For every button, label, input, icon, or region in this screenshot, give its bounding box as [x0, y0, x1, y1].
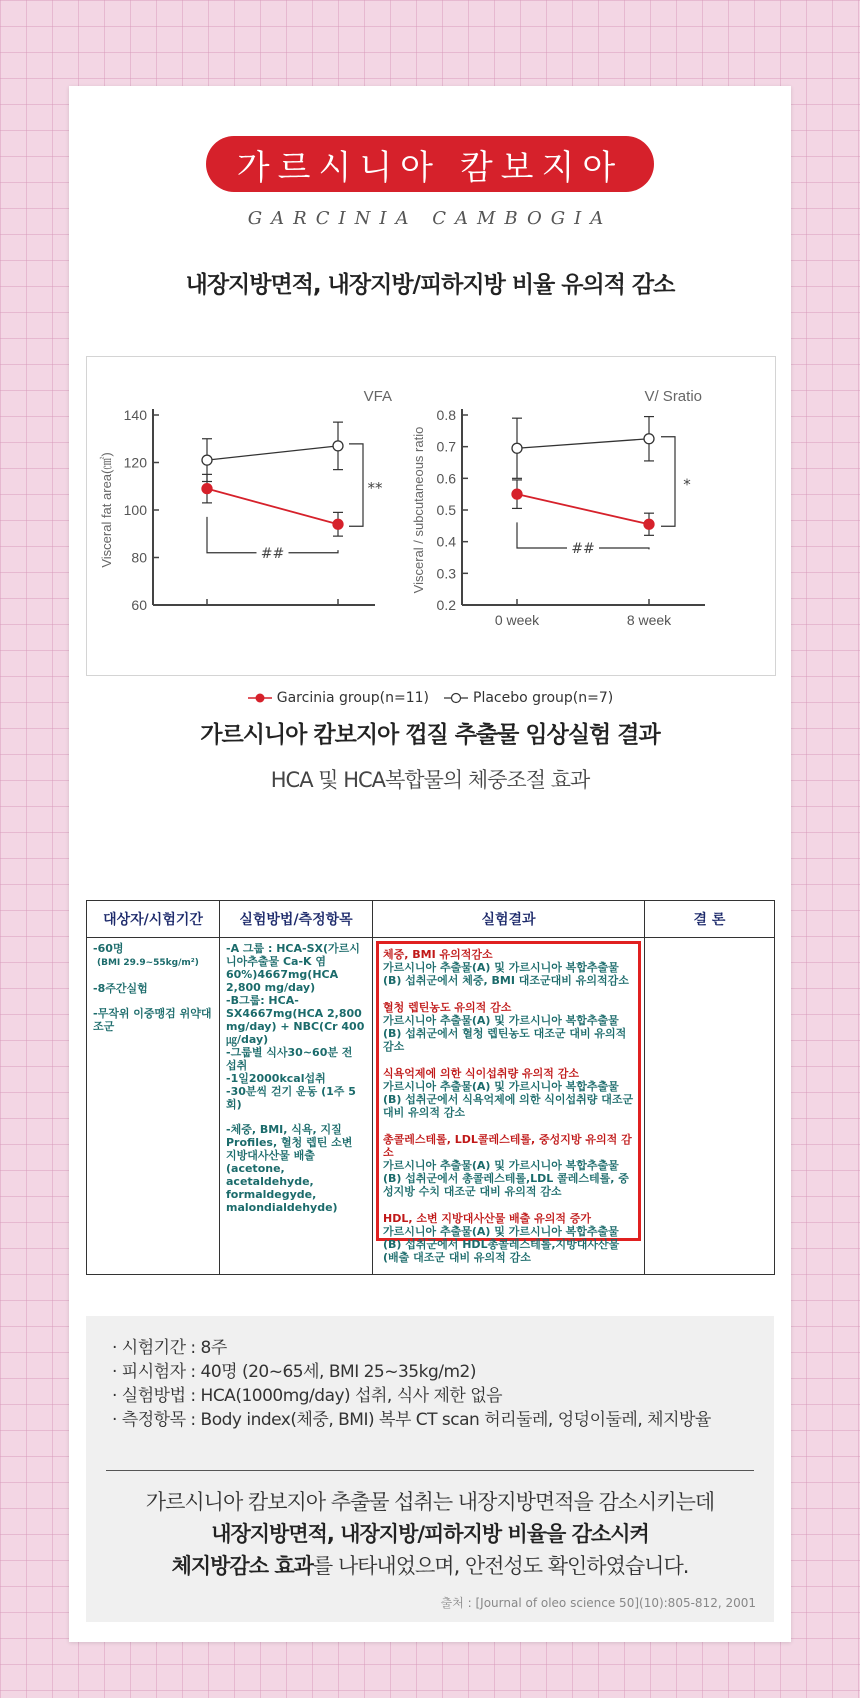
table-header-row [87, 901, 775, 938]
english-subtitle: GARCINIA CAMBOGIA [247, 208, 613, 229]
placebo-point [512, 443, 522, 453]
header-results: 실험결과 [373, 901, 645, 938]
chart-title: V/ Sratio [644, 388, 702, 405]
legend-garcinia-marker [247, 692, 273, 704]
result-item [383, 1001, 634, 1053]
result-body: 가르시니아 추출물(A) 및 가르시니아 복합추출물(B) 섭취군에서 식욕억제에 의한 식이섭취량 대조군 대비 유의적 감소 [383, 1080, 634, 1119]
results-table [86, 900, 775, 1275]
y-tick-label: 120 [123, 454, 147, 471]
y-tick-label: 60 [131, 597, 147, 613]
subjects-count: -60명 [93, 942, 124, 955]
info-method: · 실험방법 : HCA(1000mg/day) 섭취, 식사 제한 없음 [112, 1386, 503, 1406]
info-measures: · 측정항목 : Body index(체중, BMI) 복부 CT scan 허리둘레, 엉덩이둘레, 체지방율 [112, 1410, 711, 1430]
chart-legend [69, 690, 791, 706]
placebo-point [333, 441, 343, 451]
method-cell [220, 938, 373, 1275]
significance-mark: ** [367, 479, 383, 498]
trial-info-list [86, 1316, 774, 1432]
y-tick-label: 140 [123, 407, 147, 423]
garcinia-point [512, 489, 522, 499]
legend-garcinia-label: Garcinia group(n=11) [276, 690, 430, 706]
content-card [69, 86, 791, 1642]
y-tick-label: 80 [131, 549, 147, 566]
method-group-a: -A 그룹 : HCA-SX(가르시니아추출물 Ca-K 염 60%)4667mg(HCA 2,800 mg/day) [226, 942, 360, 994]
legend-placebo-marker [443, 692, 469, 704]
result-item [383, 1133, 634, 1198]
subjects-bmi: (BMI 29.9~55kg/m²) [97, 958, 199, 968]
title-banner [206, 136, 654, 192]
within-group-mark: ## [571, 541, 595, 557]
trial-section-subheading: HCA 및 HCA복합물의 체중조절 효과 [270, 768, 590, 792]
result-title: 총콜레스테롤, LDL콜레스테롤, 중성지방 유의적 감소 [383, 1133, 632, 1159]
summary-line-3-rest: 를 나타내었으며, 안전성도 확인하였습니다. [312, 1554, 689, 1578]
chart-panel [86, 356, 776, 676]
y-tick-label: 0.4 [436, 533, 456, 550]
placebo-point [202, 455, 212, 465]
charts-svg [87, 357, 775, 675]
trial-section-heading: 가르시니아 캄보지아 껍질 추출물 임상실험 결과 [200, 722, 660, 748]
y-tick-label: 0.6 [436, 470, 456, 487]
header-conclusion: 결 론 [645, 901, 775, 938]
x-tick-label: 0 week [494, 612, 540, 628]
info-subjects: · 피시험자 : 40명 (20~65세, BMI 25~35kg/m2) [112, 1362, 476, 1382]
subjects-duration: -8주간실험 [93, 982, 148, 995]
result-body: 가르시니아 추출물(A) 및 가르시니아 복합추출물(B) 섭취군에서 HDL총콜레스테롤,지방대사산물 (배출 대조군 대비 유의적 감소 [383, 1225, 620, 1264]
summary-highlight: 체지방감소 효과 [171, 1554, 313, 1578]
result-title: 식욕억제에 의한 식이섭취량 유의적 감소 [383, 1067, 579, 1080]
table-row [87, 938, 775, 1275]
info-duration: · 시험기간 : 8주 [112, 1338, 227, 1358]
chart-section-heading: 내장지방면적, 내장지방/피하지방 비율 유의적 감소 [185, 272, 675, 298]
garcinia-point [333, 519, 343, 529]
garcinia-point [644, 519, 654, 529]
results-highlight-box [376, 941, 641, 1264]
result-title: 체중, BMI 유의적감소 [383, 948, 493, 961]
summary-line-2-text: 내장지방면적, 내장지방/피하지방 비율을 감소시켜 [211, 1522, 649, 1546]
subjects-cell [87, 938, 220, 1275]
result-body: 가르시니아 추출물(A) 및 가르시니아 복합추출물(B) 섭취군에서 체중, BMI 대조군대비 유의적감소 [383, 961, 629, 987]
y-tick-label: 0.5 [436, 502, 456, 518]
chart-title: VFA [363, 388, 392, 405]
y-axis-label: Visceral / subcutaneous ratio [411, 426, 426, 594]
result-title: 혈청 렙틴농도 유의적 감소 [383, 1001, 512, 1014]
placebo-point [644, 434, 654, 444]
page-title: 가르시니아 캄보지아 [236, 147, 624, 188]
results-cell [373, 938, 645, 1275]
info-divider [106, 1470, 754, 1471]
series-line [517, 494, 649, 524]
series-line [517, 439, 649, 449]
series-line [207, 489, 338, 525]
series-line [207, 446, 338, 460]
legend-garcinia [247, 690, 429, 706]
y-tick-label: 0.2 [436, 597, 456, 613]
significance-mark: * [683, 475, 691, 494]
x-tick-label: 8 week [626, 612, 672, 628]
summary-text [86, 1486, 774, 1582]
significance-bracket [349, 444, 363, 526]
subjects-design: -무작위 이중맹검 위약대조군 [93, 1007, 212, 1033]
header-method: 실험방법/측정항목 [220, 901, 373, 938]
conclusion-cell [645, 938, 775, 1275]
result-title: HDL, 소변 지방대사산물 배출 유의적 증가 [383, 1212, 592, 1225]
result-body: 가르시니아 추출물(A) 및 가르시니아 복합추출물(B) 섭취군에서 총콜레스테롤,LDL 콜레스테롤, 중성지방 수치 대조군 대비 유의적 감소 [383, 1159, 629, 1198]
result-item [383, 1067, 634, 1119]
method-group-b: -B그룹: HCA-SX4667mg(HCA 2,800 mg/day) + NBC(Cr 400㎍/day) [226, 994, 365, 1046]
result-item [383, 948, 634, 987]
y-tick-label: 100 [123, 502, 147, 518]
y-tick-label: 0.3 [436, 565, 456, 582]
method-timing: -그룹별 식사30~60분 전 섭취 [226, 1046, 353, 1072]
legend-placebo-label: Placebo group(n=7) [473, 690, 614, 706]
summary-line-2 [86, 1518, 774, 1550]
trial-info-box [86, 1316, 774, 1622]
result-body: 가르시니아 추출물(A) 및 가르시니아 복합추출물(B) 섭취군에서 혈청 렙틴농도 대조군 대비 유의적 감소 [383, 1014, 627, 1053]
method-exercise: -30분씩 걷기 운동 (1주 5회) [226, 1085, 356, 1111]
significance-bracket [661, 437, 675, 527]
method-calories: -1일2000kcal섭취 [226, 1072, 326, 1085]
summary-line-3 [86, 1550, 774, 1582]
summary-line-1: 가르시니아 캄보지아 추출물 섭취는 내장지방면적을 감소시키는데 [145, 1490, 715, 1514]
within-group-mark: ## [260, 545, 285, 562]
y-tick-label: 0.7 [436, 438, 456, 455]
garcinia-point [202, 484, 212, 494]
result-item [383, 1212, 634, 1264]
legend-placebo [443, 690, 613, 706]
y-tick-label: 0.8 [436, 407, 456, 423]
source-citation: 출처 : [Journal of oleo science 50](10):805-812, 2001 [440, 1596, 756, 1610]
y-axis-label: Visceral fat area(㎠) [99, 452, 114, 568]
method-measures: -체중, BMI, 식욕, 지질 Profiles, 혈청 렙틴 소변 지방대사산물 배출 (acetone, acetaldehyde, formaldegyde, malondialdehyde) [226, 1123, 353, 1214]
header-subjects: 대상자/시험기간 [87, 901, 220, 938]
